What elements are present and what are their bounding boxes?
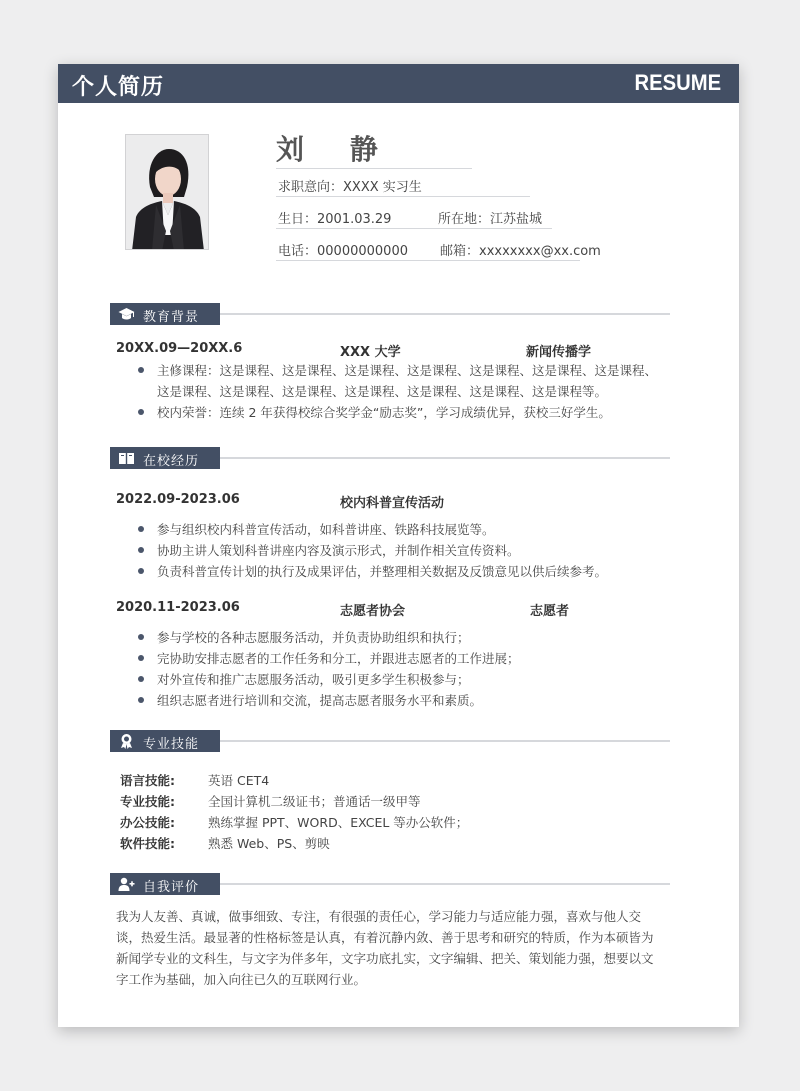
campus-org-2: 志愿者协会 [340,604,406,619]
campus-role-2: 志愿者 [530,604,570,619]
skills-heading: 专业技能 [143,737,200,752]
campus-rule [220,457,670,459]
bullet-icon [138,676,144,682]
skill-row [120,834,330,852]
header-bar [58,64,739,103]
job-intent-label: 求职意向： [278,180,344,195]
bullet-icon [138,634,144,640]
user-plus-icon [118,876,135,892]
birth-label: 生日： [278,212,318,227]
award-icon [118,733,135,749]
skill-key: 软件技能: [120,836,175,851]
self-eval-heading: 自我评价 [143,880,200,895]
location [438,208,542,227]
skill-value: 全国计算机二级证书；普通话一级甲等 [208,794,421,809]
resume-page [58,64,739,1027]
campus-item-text: 协助主讲人策划科普讲座内容及演示形式，并制作相关宣传资料。 [157,543,520,558]
campus-item-text: 组织志愿者进行培训和交流，提高志愿者服务水平和素质。 [157,693,483,708]
email [440,240,601,259]
list-item [138,360,664,402]
birth-divider [276,228,552,229]
campus-item-text: 完协助安排志愿者的工作任务和分工，并跟进志愿者的工作进展； [157,651,520,666]
job-intent [278,176,422,195]
skill-value: 熟练掌握 PPT、WORD、EXCEL 等办公软件； [208,815,469,830]
campus-tag [110,447,220,469]
book-icon [118,450,135,466]
self-eval-section-header [110,873,670,895]
email-label: 邮箱： [440,244,480,259]
header-resume-label: RESUME [634,70,721,95]
list-item [138,561,678,582]
phone-divider [276,260,580,261]
list-item [138,540,678,561]
education-heading: 教育背景 [143,310,200,325]
skill-value: 英语 CET4 [208,773,270,788]
candidate-name: 刘 静 [276,133,396,166]
education-rule [220,313,670,315]
skill-key: 专业技能: [120,794,175,809]
bullet-icon [138,568,144,574]
birth-value: 2001.03.29 [317,212,392,227]
education-course-text: 主修课程：这是课程、这是课程、这是课程、这是课程、这是课程、这是课程、这是课程、这是课程、这是课程、这是课程、这是课程、这是课程、这是课程、这是课程等。 [157,363,658,399]
skill-key: 语言技能: [120,773,175,788]
self-eval-text: 我为人友善、真诚，做事细致、专注，有很强的责任心，学习能力与适应能力强，喜欢与他人交谈，热爱生活。最显著的性格标签是认真，有着沉静内敛、善于思考和研究的特质，作为本硕皆为新闻学专业的文科生，与文字为伴多年，文字功底扎实，文字编辑、把关、策划能力强，想要以文字工作为基础，加入向往已久的互联网行业。 [116,909,654,987]
bullet-icon [138,526,144,532]
skills-rule [220,740,670,742]
skill-row [120,813,468,831]
campus-period-1: 2022.09-2023.06 [116,492,240,507]
list-item [138,519,678,540]
campus-item-text: 参与学校的各种志愿服务活动，并负责协助组织和执行； [157,630,470,645]
campus-item-text: 负责科普宣传计划的执行及成果评估，并整理相关数据及反馈意见以供后续参考。 [157,564,608,579]
bullet-icon [138,697,144,703]
profile-photo [125,134,209,250]
skill-row [120,771,269,789]
list-item [138,669,678,690]
education-section-header [110,303,670,325]
education-tag [110,303,220,325]
education-honor-text: 校内荣誉：连续 2 年获得校综合奖学金“励志奖”，学习成绩优异，获校三好学生。 [157,405,611,420]
skills-section-header [110,730,670,752]
bullet-icon [138,409,144,415]
list-item [138,627,678,648]
graduation-cap-icon [118,306,135,322]
campus-item-text: 对外宣传和推广志愿服务活动，吸引更多学生积极参与； [157,672,470,687]
skill-row [120,792,421,810]
phone-label: 电话： [278,244,318,259]
skill-key: 办公技能: [120,815,175,830]
campus-heading: 在校经历 [143,454,200,469]
location-label: 所在地： [438,212,491,227]
job-intent-value: XXXX 实习生 [343,180,422,195]
name-divider [276,168,472,169]
bullet-icon [138,655,144,661]
header-title: 个人简历 [72,75,165,100]
phone-value: 00000000000 [317,244,408,259]
skills-tag [110,730,220,752]
list-item [138,402,664,423]
birth-date [278,208,391,227]
location-value: 江苏盐城 [490,212,543,227]
email-value: xxxxxxxx@xx.com [479,244,601,259]
campus-item-text: 参与组织校内科普宣传活动，如科普讲座、铁路科技展览等。 [157,522,495,537]
campus-org-1: 校内科普宣传活动 [340,496,445,511]
intent-divider [276,196,530,197]
campus-period-2: 2020.11-2023.06 [116,600,240,615]
education-school: XXX 大学 [340,345,401,360]
education-major: 新闻传播学 [526,345,592,360]
phone [278,240,408,259]
self-eval-tag [110,873,220,895]
self-eval-rule [220,883,670,885]
list-item [138,648,678,669]
education-period: 20XX.09—20XX.6 [116,341,243,356]
skill-value: 熟悉 Web、PS、剪映 [208,836,330,851]
campus-section-header [110,447,670,469]
portrait-illustration [126,135,209,250]
bullet-icon [138,367,144,373]
bullet-icon [138,547,144,553]
list-item [138,690,678,711]
